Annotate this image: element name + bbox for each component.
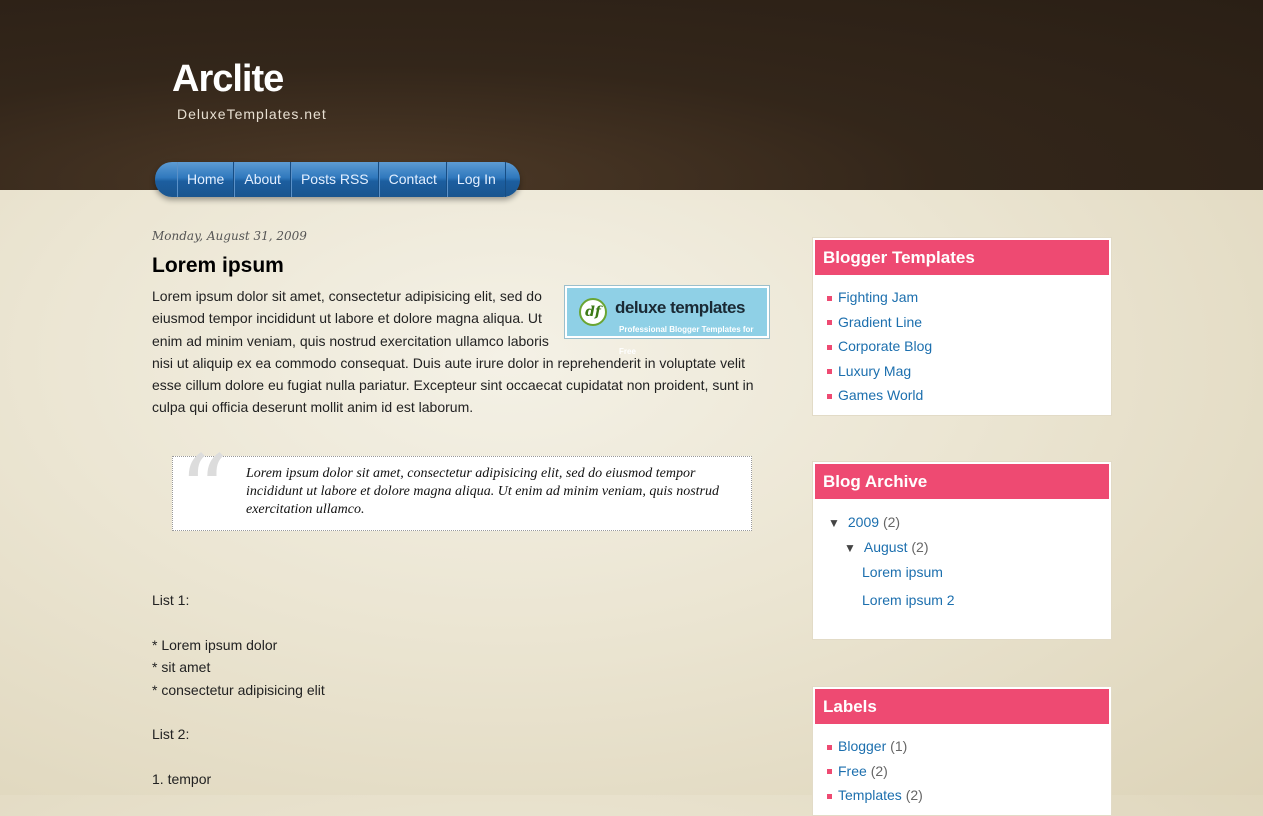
post-date: Monday, August 31, 2009 (152, 229, 307, 243)
list-item (827, 759, 1111, 784)
list-item (827, 310, 1111, 335)
widget-blogger-templates (812, 237, 1112, 416)
link-games-world[interactable]: Games World (838, 387, 924, 403)
df-logo-icon: df (579, 298, 607, 326)
quote-mark-icon: “ (179, 435, 229, 547)
nav-home[interactable]: Home (177, 162, 234, 197)
expand-triangle-icon[interactable]: ▼ (844, 541, 856, 555)
label-count: (2) (870, 762, 888, 779)
post-lists (152, 589, 325, 791)
archive-post-link[interactable]: Lorem ipsum (862, 564, 943, 580)
widget-title: Blog Archive (815, 464, 1109, 499)
logo-wordmark: deluxe templates (615, 298, 745, 317)
widget-labels (812, 686, 1112, 816)
list-item (827, 383, 1111, 408)
archive-year (828, 514, 900, 530)
list-spacer (152, 611, 325, 633)
nav-log-in[interactable]: Log In (447, 162, 506, 197)
list-item (827, 359, 1111, 384)
logo-tagline: Professional Blogger Templates for Free (619, 325, 754, 357)
bullet-icon (827, 769, 832, 774)
archive-post-link[interactable]: Lorem ipsum 2 (862, 592, 955, 608)
nav-about[interactable]: About (234, 162, 291, 197)
bullet-icon (827, 296, 832, 301)
deluxe-templates-logo (567, 288, 767, 357)
list-item: * consectetur adipisicing elit (152, 681, 325, 698)
list-heading: List 2: (152, 726, 190, 743)
list-spacer (152, 701, 325, 723)
post-paragraph: Lorem ipsum dolor sit amet, consectetur adipisicing elit, sed do eiusmod tempor incididunt ut labore et dolore magna aliqua. Ut enim ad minim veniam, quis nostrud exercitation ullamco laboris nisi ut aliquip ex ea commodo consequat. Duis aute irure dolor in reprehenderit in voluptate velit esse cillum dolore eu fugiat nulla pariatur. Excepteur sint occaecat cupidatat non proident, sunt in culpa qui officia deserunt mollit anim id est laborum. (152, 288, 754, 416)
site-description: DeluxeTemplates.net (177, 106, 327, 122)
post-image[interactable] (564, 285, 770, 357)
list-item (827, 783, 1111, 808)
nav-posts-rss[interactable]: Posts RSS (291, 162, 379, 197)
link-luxury-mag[interactable]: Luxury Mag (838, 362, 912, 379)
expand-triangle-icon[interactable]: ▼ (828, 516, 840, 530)
archive-year-count: (2) (882, 514, 901, 530)
list-item: * Lorem ipsum dolor (152, 636, 278, 653)
archive-month (844, 539, 929, 555)
label-count: (1) (890, 738, 908, 754)
archive-month-count: (2) (911, 539, 929, 555)
label-link-templates[interactable]: Templates (838, 787, 902, 803)
link-gradient-line[interactable]: Gradient Line (838, 313, 923, 330)
list-item (827, 734, 1111, 759)
post-title[interactable]: Lorem ipsum (152, 254, 284, 277)
blockquote (172, 435, 752, 547)
bullet-icon (827, 745, 832, 750)
nav-contact[interactable]: Contact (379, 162, 447, 197)
list-heading: List 1: (152, 592, 190, 608)
list-item: * sit amet (152, 659, 211, 676)
link-fighting-jam[interactable]: Fighting Jam (838, 289, 919, 305)
list-item: 1. tempor (152, 771, 212, 788)
bullet-icon (827, 394, 832, 399)
archive-year-link[interactable]: 2009 (847, 514, 880, 530)
label-link-blogger[interactable]: Blogger (838, 738, 887, 754)
widget-blog-archive (812, 461, 1112, 640)
label-link-free[interactable]: Free (838, 762, 867, 779)
quote-text: Lorem ipsum dolor sit amet, consectetur adipisicing elit, sed do eiusmod tempor incididunt ut labore et dolore magna aliqua. Ut enim ad minim veniam, quis nostrud exercitation ullamco. (246, 466, 719, 517)
list-item (827, 334, 1111, 359)
post-body (152, 285, 770, 419)
bullet-icon (827, 369, 832, 374)
bullet-icon (827, 345, 832, 350)
main-nav (155, 162, 520, 197)
list-item (827, 285, 1111, 310)
label-count: (2) (905, 787, 923, 803)
site-title[interactable]: Arclite (172, 58, 284, 100)
archive-month-link[interactable]: August (863, 539, 908, 555)
widget-title: Labels (815, 689, 1109, 724)
list-spacer (152, 746, 325, 768)
widget-title: Blogger Templates (815, 240, 1109, 275)
link-corporate-blog[interactable]: Corporate Blog (838, 338, 933, 354)
bullet-icon (827, 320, 832, 325)
